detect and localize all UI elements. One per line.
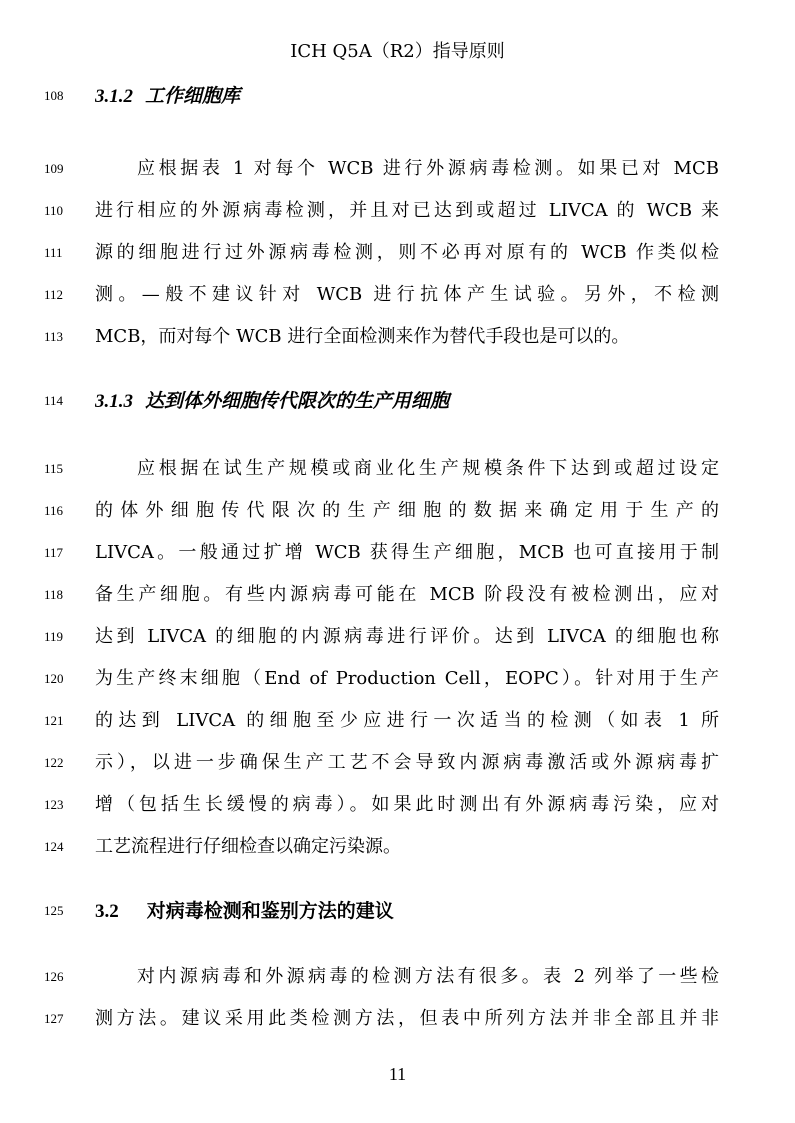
heading-title: 对病毒检测和鉴别方法的建议: [146, 900, 394, 922]
line-number: 125: [44, 903, 64, 918]
page-header: ICH Q5A（R2）指导原则: [290, 41, 505, 62]
paragraph-line: 的达到 LIVCA 的细胞至少应进行一次适当的检测（如表 1 所: [95, 710, 719, 731]
paragraph-line: 应根据在试生产规模或商业化生产规模条件下达到或超过设定: [137, 458, 719, 479]
line-number: 111: [44, 245, 63, 260]
line-number: 119: [44, 629, 64, 644]
text-line: [0, 322, 795, 352]
text-line: [0, 496, 795, 526]
line-number: 124: [44, 839, 64, 854]
section-heading: [0, 896, 795, 926]
text-line: [0, 196, 795, 226]
paragraph-line: MCB，而对每个 WCB 进行全面检测来作为替代手段也是可以的。: [95, 326, 630, 347]
line-number: 117: [44, 545, 64, 560]
line-number: 121: [44, 713, 64, 728]
heading-title: 工作细胞库: [145, 85, 241, 107]
text-line: [0, 962, 795, 992]
heading-number: 3.1.3: [95, 391, 133, 412]
text-line: [0, 454, 795, 484]
text-line: [0, 748, 795, 778]
paragraph-line: 应根据表 1 对每个 WCB 进行外源病毒检测。如果已对 MCB: [137, 158, 719, 179]
line-number: 126: [44, 969, 64, 984]
text-line: [0, 280, 795, 310]
text-line: [0, 538, 795, 568]
text-line: [0, 622, 795, 652]
line-number: 118: [44, 587, 64, 602]
heading-number: 3.2: [95, 901, 119, 922]
paragraph-line: 工艺流程进行仔细检查以确定污染源。: [95, 836, 401, 857]
heading-text: [95, 81, 719, 112]
line-number: 112: [44, 287, 64, 302]
text-line: [0, 1004, 795, 1034]
text-line: [0, 238, 795, 268]
paragraph-line: 为生产终末细胞（End of Production Cell，EOPC）。针对用于生产: [95, 668, 719, 689]
heading-text: [95, 386, 719, 417]
paragraph-line: 对内源病毒和外源病毒的检测方法有很多。表 2 列举了一些检: [137, 966, 719, 987]
line-number: 116: [44, 503, 64, 518]
line-number: 108: [44, 88, 64, 103]
text-line: [0, 706, 795, 736]
text-line: [0, 580, 795, 610]
section-heading: [0, 386, 795, 416]
line-number: 120: [44, 671, 64, 686]
line-number: 122: [44, 755, 64, 770]
text-line: [0, 664, 795, 694]
paragraph-line: 的体外细胞传代限次的生产细胞的数据来确定用于生产的: [95, 500, 719, 521]
paragraph-line: 达到 LIVCA 的细胞的内源病毒进行评价。达到 LIVCA 的细胞也称: [95, 626, 719, 647]
line-number: 115: [44, 461, 64, 476]
heading-text: [95, 896, 719, 927]
text-line: [0, 154, 795, 184]
text-line: [0, 790, 795, 820]
line-number: 113: [44, 329, 64, 344]
paragraph-line: LIVCA。一般通过扩增 WCB 获得生产细胞，MCB 也可直接用于制: [95, 542, 719, 563]
line-number: 109: [44, 161, 64, 176]
paragraph-line: 增（包括生长缓慢的病毒）。如果此时测出有外源病毒污染，应对: [95, 794, 719, 815]
line-number: 123: [44, 797, 64, 812]
paragraph-line: 示），以进一步确保生产工艺不会导致内源病毒激活或外源病毒扩: [95, 752, 719, 773]
paragraph-line: 测。—般不建议针对 WCB 进行抗体产生试验。另外，不检测: [95, 284, 719, 305]
paragraph-line: 测方法。建议采用此类检测方法，但表中所列方法并非全部且并非: [95, 1008, 719, 1029]
heading-number: 3.1.2: [95, 86, 133, 107]
section-heading: [0, 81, 795, 111]
line-number: 114: [44, 393, 64, 408]
heading-title: 达到体外细胞传代限次的生产用细胞: [145, 390, 450, 412]
line-number: 127: [44, 1011, 64, 1026]
paragraph-line: 源的细胞进行过外源病毒检测，则不必再对原有的 WCB 作类似检: [95, 242, 719, 263]
paragraph-line: 备生产细胞。有些内源病毒可能在 MCB 阶段没有被检测出，应对: [95, 584, 719, 605]
text-line: [0, 832, 795, 862]
paragraph-line: 进行相应的外源病毒检测，并且对已达到或超过 LIVCA 的 WCB 来: [95, 200, 719, 221]
page-number: 11: [388, 1064, 407, 1084]
line-number: 110: [44, 203, 64, 218]
